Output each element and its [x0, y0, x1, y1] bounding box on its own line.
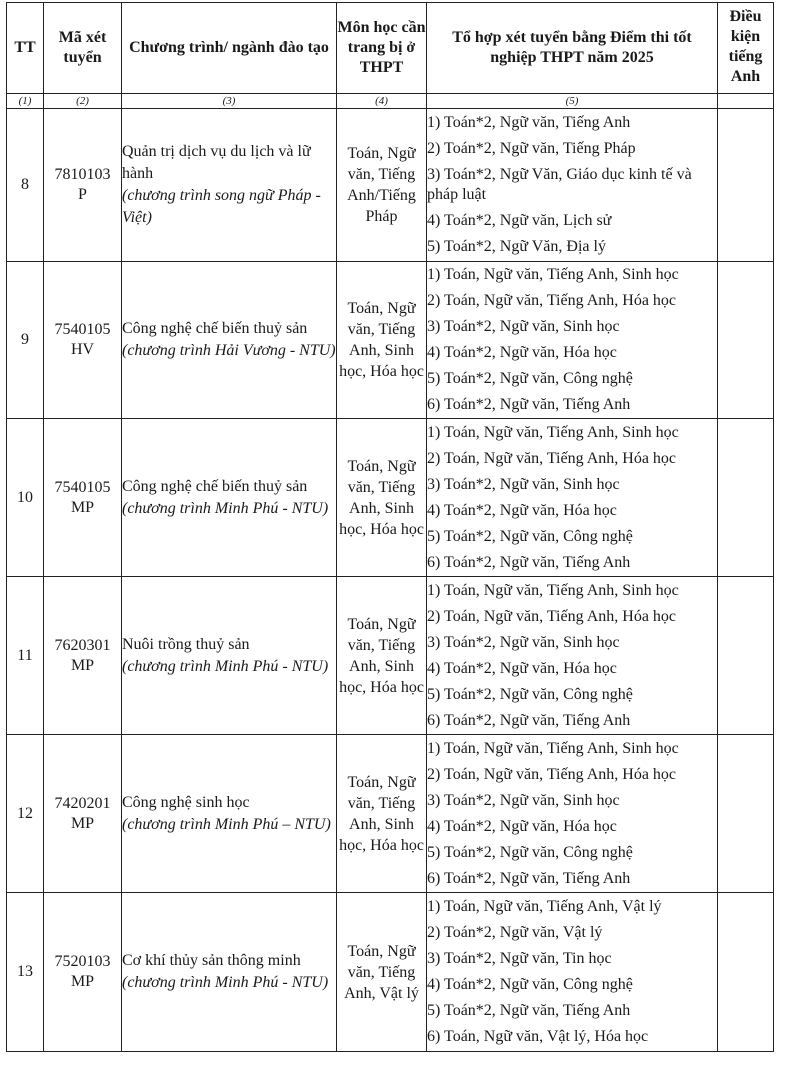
- row-number: 11: [7, 577, 44, 735]
- combo-item: 3) Toán*2, Ngữ văn, Tin học: [427, 950, 612, 967]
- required-subjects: Toán, Ngữ văn, Tiếng Anh, Sinh học, Hóa học: [337, 735, 427, 893]
- table-row: [7, 262, 774, 419]
- header-code: Mã xét tuyển: [44, 3, 122, 94]
- table-row: [7, 419, 774, 577]
- combo-item: 4) Toán*2, Ngữ văn, Hóa học: [427, 501, 617, 519]
- combo-item: 3) Toán*2, Ngữ văn, Sinh học: [427, 791, 620, 809]
- combo-item: 6) Toán*2, Ngữ văn, Tiếng Anh: [427, 553, 631, 571]
- english-requirement: [718, 893, 774, 1052]
- combo-item: 4) Toán*2, Ngữ văn, Hóa học: [427, 344, 617, 361]
- english-requirement: [718, 109, 774, 262]
- code-line1: 7620301: [54, 636, 111, 654]
- header-combos: Tổ hợp xét tuyển bằng Điểm thi tốt nghiệp THPT năm 2025: [427, 3, 718, 94]
- combo-item: 4) Toán*2, Ngữ văn, Công nghệ: [427, 976, 633, 993]
- admission-code: [44, 109, 122, 262]
- code-line2: MP: [70, 973, 95, 990]
- combo-item: 2) Toán, Ngữ văn, Tiếng Anh, Hóa học: [427, 765, 677, 783]
- combo-list: [427, 577, 718, 735]
- admission-code: [44, 419, 122, 577]
- col-number: [718, 94, 774, 109]
- program-cell: [122, 893, 337, 1052]
- program-note: (chương trình Minh Phú – NTU): [122, 815, 331, 833]
- english-requirement: [718, 577, 774, 735]
- code-line2: HV: [70, 341, 95, 358]
- combo-item: 4) Toán*2, Ngữ văn, Hóa học: [427, 659, 617, 677]
- code-line1: 7540105: [54, 321, 111, 338]
- required-subjects: Toán, Ngữ văn, Tiếng Anh, Vật lý: [337, 893, 427, 1052]
- admission-code: [44, 735, 122, 893]
- admission-table: [6, 2, 774, 1052]
- code-line2: P: [78, 186, 87, 203]
- combo-item: 2) Toán, Ngữ văn, Tiếng Anh, Hóa học: [427, 292, 677, 309]
- english-requirement: [718, 419, 774, 577]
- col-number: (4): [337, 94, 427, 109]
- combo-item: 3) Toán*2, Ngữ văn, Sinh học: [427, 633, 620, 651]
- combo-item: 6) Toán*2, Ngữ văn, Tiếng Anh: [427, 711, 631, 729]
- combo-item: 6) Toán*2, Ngữ văn, Tiếng Anh: [427, 396, 631, 413]
- header-subjects: Môn học cần trang bị ở THPT: [337, 3, 427, 94]
- row-number: 12: [7, 735, 44, 893]
- row-number: 10: [7, 419, 44, 577]
- combo-item: 6) Toán, Ngữ văn, Vật lý, Hóa học: [427, 1028, 649, 1045]
- combo-item: 6) Toán*2, Ngữ văn, Tiếng Anh: [427, 869, 631, 887]
- col-number: (1): [7, 94, 44, 109]
- combo-list: [427, 109, 718, 262]
- program-name: Công nghệ sinh học: [122, 793, 250, 811]
- admission-code: [44, 577, 122, 735]
- program-note: (chương trình song ngữ Pháp - Việt): [122, 187, 321, 226]
- col-number: (2): [44, 94, 122, 109]
- row-number: 8: [7, 109, 44, 262]
- program-note: (chương trình Minh Phú - NTU): [122, 974, 329, 991]
- combo-item: 5) Toán*2, Ngữ văn, Công nghệ: [427, 685, 633, 703]
- code-line1: 7520103: [54, 953, 111, 970]
- combo-item: 5) Toán*2, Ngữ văn, Công nghệ: [427, 527, 633, 545]
- row-number: 9: [7, 262, 44, 419]
- required-subjects: Toán, Ngữ văn, Tiếng Anh/Tiếng Pháp: [337, 109, 427, 262]
- combo-item: 2) Toán*2, Ngữ văn, Vật lý: [427, 924, 603, 941]
- col-number: (3): [122, 94, 337, 109]
- combo-item: 1) Toán, Ngữ văn, Tiếng Anh, Sinh học: [427, 739, 679, 757]
- english-requirement: [718, 735, 774, 893]
- header-english: Điều kiện tiếng Anh: [718, 3, 774, 94]
- code-line1: 7540105: [54, 478, 111, 496]
- required-subjects: Toán, Ngữ văn, Tiếng Anh, Sinh học, Hóa học: [337, 577, 427, 735]
- combo-item: 3) Toán*2, Ngữ văn, Sinh học: [427, 475, 620, 493]
- combo-item: 5) Toán*2, Ngữ văn, Công nghệ: [427, 843, 633, 861]
- program-cell: [122, 735, 337, 893]
- required-subjects: Toán, Ngữ văn, Tiếng Anh, Sinh học, Hóa học: [337, 262, 427, 419]
- table-row: [7, 735, 774, 893]
- program-name: Nuôi trồng thuỷ sản: [122, 635, 250, 653]
- combo-item: 3) Toán*2, Ngữ văn, Sinh học: [427, 318, 620, 335]
- code-line1: 7420201: [54, 794, 111, 812]
- program-cell: [122, 577, 337, 735]
- combo-list: [427, 262, 718, 419]
- combo-list: [427, 735, 718, 893]
- combo-item: 1) Toán, Ngữ văn, Tiếng Anh, Sinh học: [427, 423, 679, 441]
- combo-item: 3) Toán*2, Ngữ Văn, Giáo dục kinh tế và pháp luật: [427, 166, 692, 203]
- admission-code: [44, 893, 122, 1052]
- program-cell: [122, 419, 337, 577]
- header-program: Chương trình/ ngành đào tạo: [122, 3, 337, 94]
- code-line2: MP: [70, 656, 95, 674]
- code-line2: MP: [70, 814, 95, 832]
- combo-list: [427, 893, 718, 1052]
- combo-item: 1) Toán, Ngữ văn, Tiếng Anh, Sinh học: [427, 266, 679, 283]
- header-row: [7, 3, 774, 94]
- program-name: Cơ khí thủy sản thông minh: [122, 952, 301, 969]
- program-name: Công nghệ chế biến thuỷ sản: [122, 477, 308, 495]
- combo-item: 2) Toán, Ngữ văn, Tiếng Anh, Hóa học: [427, 449, 677, 467]
- table-row: [7, 109, 774, 262]
- combo-item: 5) Toán*2, Ngữ văn, Công nghệ: [427, 370, 633, 387]
- combo-item: 1) Toán*2, Ngữ văn, Tiếng Anh: [427, 114, 631, 131]
- program-name: Công nghệ chế biến thuỷ sản: [122, 320, 308, 337]
- combo-item: 1) Toán, Ngữ văn, Tiếng Anh, Sinh học: [427, 581, 679, 599]
- program-note: (chương trình Minh Phú - NTU): [122, 499, 329, 517]
- combo-item: 5) Toán*2, Ngữ Văn, Địa lý: [427, 238, 606, 255]
- row-number: 13: [7, 893, 44, 1052]
- program-name: Quản trị dịch vụ du lịch và lữ hành: [122, 143, 311, 182]
- program-cell: [122, 109, 337, 262]
- combo-item: 5) Toán*2, Ngữ văn, Tiếng Anh: [427, 1002, 631, 1019]
- program-cell: [122, 262, 337, 419]
- code-line1: 7810103: [54, 166, 111, 183]
- english-requirement: [718, 262, 774, 419]
- column-number-row: [7, 94, 774, 109]
- col-number: (5): [427, 94, 718, 109]
- combo-list: [427, 419, 718, 577]
- combo-item: 2) Toán, Ngữ văn, Tiếng Anh, Hóa học: [427, 607, 677, 625]
- header-tt: TT: [7, 3, 44, 94]
- required-subjects: Toán, Ngữ văn, Tiếng Anh, Sinh học, Hóa học: [337, 419, 427, 577]
- program-note: (chương trình Minh Phú - NTU): [122, 657, 329, 675]
- combo-item: 2) Toán*2, Ngữ văn, Tiếng Pháp: [427, 140, 636, 157]
- admission-code: [44, 262, 122, 419]
- table-row: [7, 893, 774, 1052]
- table-row: [7, 577, 774, 735]
- code-line2: MP: [70, 498, 95, 516]
- program-note: (chương trình Hải Vương - NTU): [122, 342, 336, 359]
- combo-item: 1) Toán, Ngữ văn, Tiếng Anh, Vật lý: [427, 898, 662, 915]
- combo-item: 4) Toán*2, Ngữ văn, Hóa học: [427, 817, 617, 835]
- combo-item: 4) Toán*2, Ngữ văn, Lịch sử: [427, 212, 612, 229]
